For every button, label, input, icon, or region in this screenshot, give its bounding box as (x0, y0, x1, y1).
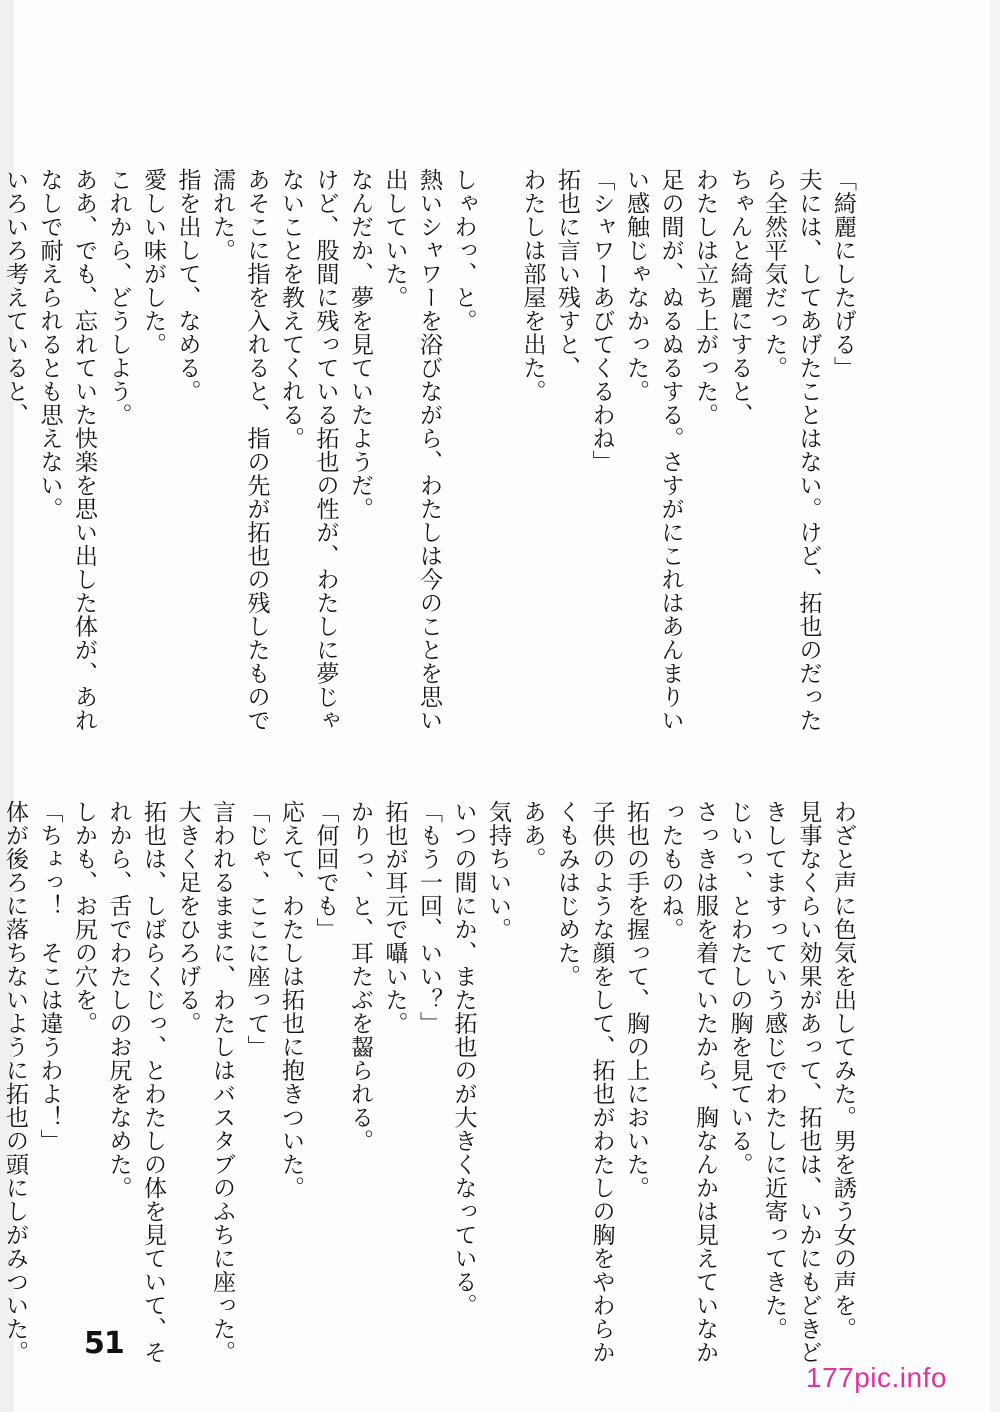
text-column: 拓也は、しばらくじっ、とわたしの体を見ていて、そ (140, 800, 166, 1364)
text-column: 「じゃ、ここに座って」 (243, 800, 270, 1059)
text-column: ったものね。 (657, 800, 684, 941)
text-column: これから、どうしよう。 (105, 168, 132, 427)
text-column: 「綺麗にしたげる」 (830, 168, 856, 380)
text-column: わざと声に色気を出してみた。男を誘う女の声を。 (830, 800, 856, 1341)
text-column: ら全然平気だった。 (761, 168, 787, 380)
text-column: い感触じゃなかった。 (623, 168, 649, 403)
text-column: 指を出して、なめる。 (174, 168, 201, 403)
text-column: あそこに指を入れると、指の先が拓也の残したもので (243, 168, 270, 732)
text-column: 大きく足をひろげる。 (174, 800, 201, 1035)
text-column: 熱いシャワーを浴びながら、わたしは今のことを思い (416, 168, 442, 732)
text-column: いつの間にか、また拓也のが大きくなっている。 (450, 800, 477, 1317)
text-column: かりっ、と、耳たぶを齧られる。 (347, 800, 373, 1153)
text-column: 「シャワーあびてくるわね」 (588, 168, 615, 474)
text-column: 拓也が耳元で囁いた。 (381, 800, 408, 1035)
text-column: 夫には、してあげたことはない。けど、拓也のだった (795, 168, 822, 732)
text-block-top (2, 168, 860, 732)
text-column: 拓也の手を握って、胸の上においた。 (623, 800, 649, 1200)
text-column: 子供のような顔をして、拓也がわたしの胸をやわらか (588, 800, 615, 1364)
text-column: わたしは部屋を出た。 (519, 168, 546, 403)
text-column: なしで耐えられるとも思えない。 (36, 168, 63, 521)
text-column: ちゃんと綺麗にすると、 (726, 168, 753, 427)
text-column: じいっ、とわたしの胸を見ている。 (726, 800, 753, 1176)
text-column: きしてますっていう感じでわたしに近寄ってきた。 (761, 800, 787, 1341)
text-column: なんだか、夢を見ていたようだ。 (347, 168, 373, 521)
text-column: けど、股間に残っている拓也の性が、わたしに夢じゃ (312, 168, 339, 732)
text-column: 拓也に言い残すと、 (554, 168, 580, 380)
text-column: 「ちょっ！ そこは違うわよ！」 (36, 800, 63, 1153)
text-column: 気持ちいい。 (485, 800, 511, 941)
text-column: 体が後ろに落ちないように拓也の頭にしがみついた。 (2, 800, 28, 1364)
text-column: 見事なくらい効果があって、拓也は、いかにもどきど (795, 800, 822, 1364)
text-column: 「何回でも」 (312, 800, 339, 941)
page-right-edge (990, 0, 1000, 1412)
watermark: 177pic.info (806, 1362, 947, 1393)
text-column: 応えて、わたしは拓也に抱きついた。 (278, 800, 304, 1200)
text-column: わたしは立ち上がった。 (692, 168, 718, 427)
text-column (481, 168, 516, 192)
text-column: 言われるままに、わたしはバスタブのふちに座った。 (209, 800, 235, 1364)
text-column: くもみはじめた。 (554, 800, 580, 988)
text-column: 愛しい味がした。 (140, 168, 166, 356)
text-column: しかも、お尻の穴を。 (71, 800, 97, 1035)
text-column: ああ、でも、忘れていた快楽を思い出した体が、あれ (71, 168, 97, 732)
page-number: 51 (84, 1326, 124, 1361)
text-column: 濡れた。 (209, 168, 235, 262)
text-column: さっきは服を着ていたから、胸なんかは見えていなか (692, 800, 718, 1364)
text-column: 足の間が、ぬるぬるする。さすがにこれはあんまりい (657, 168, 684, 732)
text-column: ないことを教えてくれる。 (278, 168, 304, 450)
text-column: いろいろ考えていると、 (2, 168, 28, 427)
text-column: 出していた。 (381, 168, 408, 309)
text-column: しゃわっ、と。 (450, 168, 477, 333)
text-column: ああ。 (519, 800, 546, 871)
text-column: れから、舌でわたしのお尻をなめた。 (105, 800, 132, 1200)
text-column: 「もう一回、いい？」 (416, 800, 442, 1035)
